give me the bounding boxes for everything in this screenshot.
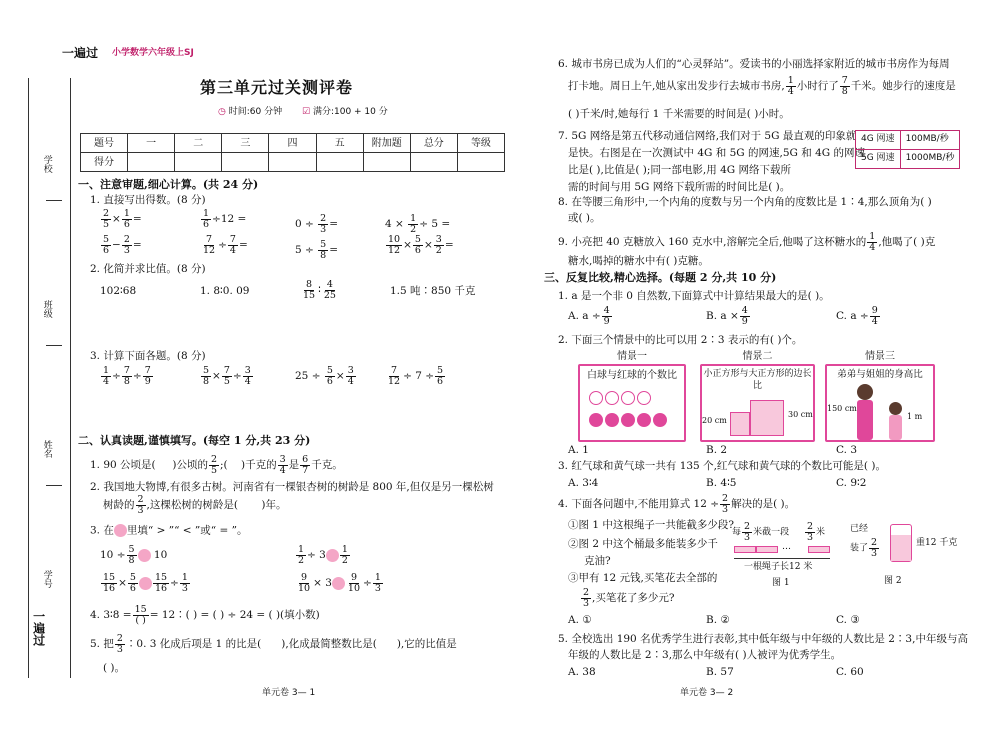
right-footer: 单元卷 3— 2 (680, 688, 734, 698)
choice-4-item-2: ②图 2 中这个桶最多能装多少千 (568, 538, 718, 550)
choice-1-options: A. a ÷ $\frac{4}{9}$ B. a × $\frac{4}{9}$ C. a ÷ $\frac{9}{4}$ (568, 305, 878, 327)
page-title: 第三单元过关测评卷 (200, 78, 354, 97)
fill-5: 5. 把 $\frac{2}{3}$ ∶0. 3 化成后项是 1 的比是( ),化成最简整数比是( ),它的比值是 (90, 633, 457, 655)
network-speed-table: 4G 网速 100MB/秒 5G 网速 1000MB/秒 (855, 130, 960, 169)
q2-title: 2. 化简并求比值。(8 分) (90, 263, 206, 275)
choice-4-item-1: ①图 1 中这根绳子一共能截多少段? (568, 519, 734, 531)
fill-8-line1: 8. 在等腰三角形中,一个内角的度数与另一个内角的度数比是 1∶4,那么顶角为( ) (558, 196, 932, 208)
fill-6-line1: 6. 城市书房已成为人们的“心灵驿站”。爱读书的小丽选择家附近的城市书房作为每周 (558, 58, 950, 70)
choice-5-options: A. 38 B. 57 C. 60 (568, 666, 864, 678)
course-label: 小学数学六年级上SJ (112, 48, 194, 58)
fill-8-line2: 或( )。 (568, 212, 601, 224)
left-footer: 单元卷 3— 1 (262, 688, 316, 698)
choice-4-item-3b: $\frac{2}{3}$ ,买笔花了多少元? (583, 587, 675, 609)
choice-5-line1: 5. 全校选出 190 名优秀学生进行表彰,其中低年级与中年级的人数比是 2∶3,中年级与高 (558, 633, 968, 645)
side-line-2 (46, 345, 62, 346)
fill-9-line2: 糖水,喝掉的糖水中有( )克糖。 (568, 255, 709, 267)
choice-4-item-2b: 克油? (584, 555, 611, 567)
compare-circle-icon (114, 524, 127, 537)
fill-2-line2: 树龄的 $\frac{2}{3}$ ,这棵松树的树龄是( )年。 (103, 494, 287, 516)
choice-3: 3. 红气球和黄气球一共有 135 个,红气球和黄气球的个数比可能是( )。 (558, 460, 886, 472)
side-strip-2 (70, 78, 71, 678)
fill-7-line3: 比是( ),比值是( );同一部电影,用 4G 网络下载所 (568, 164, 792, 176)
fill-3-title: 3. 在 里填“ > ”“ < ”或“ = ”。 (90, 524, 248, 537)
q1-title: 1. 直接写出得数。(8 分) (90, 194, 206, 206)
figure-1: 每 $\frac{2}{3}$ 米截一段 $\frac{2}{3}$ 米 … 一根绳子长12 米 图 1 (732, 518, 842, 606)
choice-2-options: A. 1 B. 2 C. 3 (568, 444, 858, 456)
score-table-header: 题号 一 二 三 四 五 附加题 总分 等级 (81, 134, 505, 153)
fill-6-line2: 打卡地。周日上午,她从家出发步行去城市书房, $\frac{1}{4}$ 小时行了 $\frac{7}{8}$ 千米。她步行的速度是 (568, 75, 956, 97)
choice-4-item-3: ③甲有 12 元钱,买笔花去全部的 (568, 572, 718, 584)
scene-3: 情景三 弟弟与姐姐的身高比 150 cm 1 m (825, 350, 935, 442)
fill-7-line1: 7. 5G 网络是第五代移动通信网络,我们对于 5G 最直观的印象就 (558, 130, 857, 142)
side-line-1 (46, 200, 62, 201)
clock-icon: ◷ (218, 107, 226, 117)
choice-4-options: A. ① B. ② C. ③ (568, 614, 860, 626)
fill-1: 1. 90 公顷是( )公顷的 $\frac{2}{5}$ ;( )千克的 $\frac{3}{4}$ 是 $\frac{6}{7}$ 千克。 (90, 454, 343, 476)
fill-7-line2: 是快。右图是在一次测试中 4G 和 5G 的网速,5G 和 4G 的网速 (568, 147, 865, 159)
side-strip (28, 78, 30, 678)
side-label-id: 学号 (41, 570, 52, 588)
fill-3-items: 10 ÷ $\frac{5}{8}$ 10 $\frac{1}{2}$ ÷ 3 $\frac{1}{2}$ $\frac{15}{16}$ × $\frac{5}{6}$ $\frac{15}{16}$ ÷ $\frac{1}{3}$ $\frac{9}{10}$ × 3 $\frac{9}{10}$ ÷ $\frac{1}{3}$ (100, 544, 381, 594)
exam-full-score: ☑ 满分:100 + 10 分 (302, 107, 388, 117)
choice-3-options: A. 3∶4 B. 4∶5 C. 9∶2 (568, 477, 867, 489)
section-2-title: 二、认真读题,谨慎填写。(每空 1 分,共 23 分) (78, 434, 311, 447)
q1-row-2: $\frac{5}{6}$ − $\frac{2}{3}$ = $\frac{7}{12}$ ÷ $\frac{7}{4}$ = 5 ÷ $\frac{5}{8}$ = $\frac{10}{12}$ × $\frac{5}{6}$ × $\frac{3}{2}$ = (103, 234, 454, 261)
fill-9-line1: 9. 小亮把 40 克糖放入 160 克水中,溶解完全后,他喝了这杯糖水的 $\frac{1}{4}$ ,他喝了( )克 (558, 231, 936, 253)
fill-2-line1: 2. 我国地大物博,有很多古树。河南省有一棵银杏树的树龄是 800 年,但仅是另一棵松树 (90, 481, 494, 493)
figure-2: 已经 装了 $\frac{2}{3}$ 重12 千克 图 2 (850, 524, 958, 586)
choice-5-line2: 年级的人数比是 2∶3,那么中年级有( )人被评为优秀学生。 (568, 649, 842, 661)
score-table-row: 得分 (81, 153, 505, 172)
q1-row-1: $\frac{2}{5}$ × $\frac{1}{6}$ = $\frac{1}{6}$ ÷12 = 0 ÷ $\frac{2}{3}$ = 4 × $\frac{1}{2}$ ÷ 5 = (103, 208, 451, 235)
brand-logo: 一遍过 (62, 46, 99, 60)
side-label-school: 学校 (41, 155, 52, 173)
side-logo: 一遍过 (31, 610, 46, 646)
fill-6-line3: ( )千米/时,她每行 1 千米需要的时间是( )小时。 (568, 108, 790, 120)
scene-2: 情景二 小正方形与大正方形的边长比 20 cm 30 cm (700, 350, 815, 442)
q3-title: 3. 计算下面各题。(8 分) (90, 350, 206, 362)
side-label-name: 姓名 (41, 440, 52, 458)
right-page (500, 0, 1000, 735)
fill-5-tail: ( )。 (103, 662, 126, 674)
check-icon: ☑ (302, 107, 311, 117)
choice-2: 2. 下面三个情景中的比可以用 2∶3 表示的有( )个。 (558, 334, 803, 346)
score-table (80, 133, 505, 172)
q3-row: $\frac{1}{4}$ ÷ $\frac{7}{8}$ ÷ $\frac{7}{9}$ $\frac{5}{8}$ × $\frac{7}{5}$ ÷ $\frac{3}{4}$ 25 ÷ $\frac{5}{6}$ × $\frac{3}{4}$ $\frac{7}{12}$ ÷ 7 ÷ $\frac{5}{6}$ (103, 365, 444, 387)
fill-4: 4. 3∶8 = $\frac{15}{( )}$ = 12∶( ) = ( ) ÷ 24 = ( )(填小数) (90, 604, 320, 626)
scene-1: 情景一 白球与红球的个数比 (578, 350, 686, 442)
side-line-3 (46, 485, 62, 486)
choice-1: 1. a 是一个非 0 自然数,下面算式中计算结果最大的是( )。 (558, 290, 830, 302)
exam-time: ◷ 时间:60 分钟 (218, 107, 283, 117)
choice-4: 4. 下面各问题中,不能用算式 12 ÷ $\frac{2}{3}$ 解决的是( )。 (558, 493, 796, 515)
side-label-class: 班级 (41, 300, 52, 318)
fill-7-line4: 需的时间与用 5G 网络下载所需的时间比是( )。 (568, 181, 791, 193)
section-3-title: 三、反复比较,精心选择。(每题 2 分,共 10 分) (544, 271, 777, 284)
section-1-title: 一、注意审题,细心计算。(共 24 分) (78, 178, 259, 191)
q2-row: 102∶68 1. 8∶0. 09 $\frac{8}{15}$ ∶ $\frac{4}{25}$ 1.5 吨∶850 千克 (100, 279, 476, 301)
brand-header (62, 44, 262, 68)
